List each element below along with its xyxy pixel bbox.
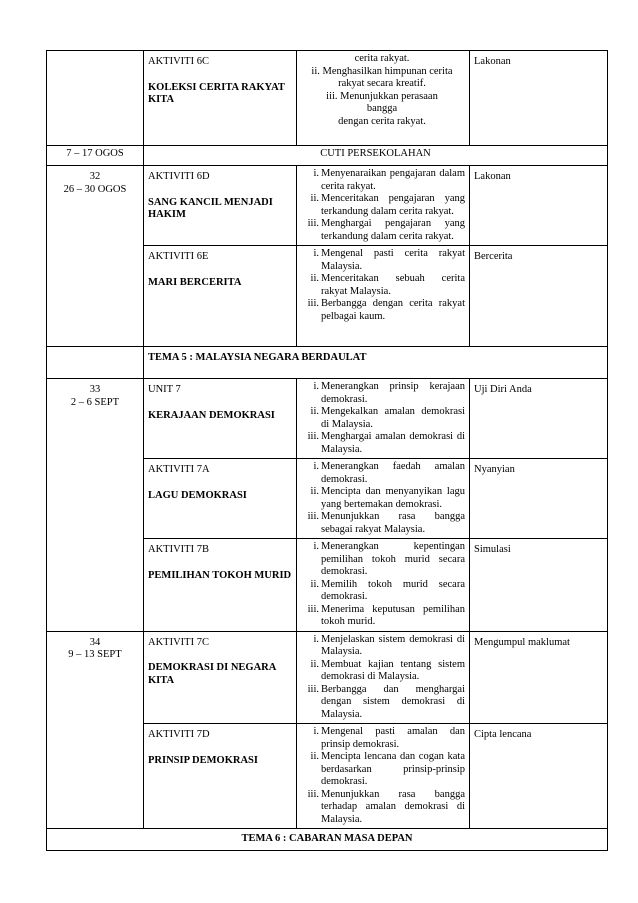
activity-cell: [144, 724, 297, 829]
objective-item: [299, 273, 465, 298]
week-number: 33: [89, 384, 101, 395]
week-number: 34: [89, 636, 101, 648]
objective-text: Menceritakan pengajaran yang terkandung dalam cerita rakyat.: [321, 193, 465, 217]
objectives-list: [299, 248, 465, 323]
objective-item: [299, 726, 465, 751]
objectives-list: [299, 726, 465, 826]
week-cell: [47, 347, 144, 379]
objective-item: [299, 634, 465, 659]
objective-number: i.: [313, 541, 319, 552]
method-cell: Nyanyian: [470, 459, 608, 539]
objective-number: iii.: [307, 603, 319, 615]
objective-text: Menceritakan sebuah cerita rakyat Malaysia.: [321, 273, 465, 297]
week-cell: [47, 631, 144, 829]
lesson-plan-table: [46, 50, 608, 851]
objective-item: [299, 461, 465, 486]
method-cell: Bercerita: [470, 246, 608, 347]
objective-text: Menunjukkan rasa bangga sebagai rakyat Malaysia.: [321, 511, 465, 535]
objective-line: dengan cerita rakyat.: [338, 115, 426, 127]
objective-text: Menyenaraikan pengajaran dalam cerita rakyat.: [321, 168, 465, 192]
objective-number: i.: [313, 381, 319, 392]
activity-cell: [144, 631, 297, 724]
objective-number: ii.: [310, 578, 319, 590]
objectives-cell: [297, 379, 470, 459]
objective-text: Mencipta dan menyanyikan lagu yang bertemakan demokrasi.: [321, 486, 465, 510]
objective-number: i.: [313, 248, 319, 259]
objective-item: [299, 751, 465, 789]
activity-cell: [144, 246, 297, 347]
activity-title: LAGU DEMOKRASI: [148, 489, 247, 501]
activity-title: DEMOKRASI DI NEGARA KITA: [148, 662, 276, 686]
activity-code: UNIT 7: [148, 384, 181, 395]
objective-item: [299, 684, 465, 722]
table-row: [47, 379, 608, 459]
objective-text: Menerangkan kepentingan pemilihan tokoh murid secara demokrasi.: [321, 541, 465, 577]
table-row: [47, 51, 608, 146]
objective-item: [299, 193, 465, 218]
objectives-cell: [297, 246, 470, 347]
objective-item: [299, 659, 465, 684]
objectives-list: [299, 461, 465, 536]
method-cell: Lakonan: [470, 51, 608, 146]
holiday-cell: CUTI PERSEKOLAHAN: [144, 146, 608, 166]
objective-text: Menghargai amalan demokrasi di Malaysia.: [321, 431, 465, 455]
objective-number: ii.: [310, 273, 319, 284]
activity-code: AKTIVITI 6C: [148, 56, 209, 67]
table-row: [47, 166, 608, 246]
objective-text: Mengenal pasti amalan dan prinsip demokrasi.: [321, 726, 465, 750]
table-row: [47, 829, 608, 851]
objective-number: ii.: [310, 193, 319, 204]
week-date: 2 – 6 SEPT: [70, 396, 120, 408]
objective-number: iii.: [307, 298, 319, 309]
objectives-list: [299, 168, 465, 243]
objective-item: [299, 604, 465, 629]
method-cell: Mengumpul maklumat: [470, 631, 608, 724]
objective-number: ii.: [310, 751, 319, 762]
objectives-list: [299, 634, 465, 722]
objectives-cell: [297, 51, 470, 146]
activity-code: AKTIVITI 7D: [148, 729, 210, 740]
objective-number: iii.: [307, 511, 319, 522]
objective-number: ii.: [310, 658, 319, 670]
activity-cell: [144, 166, 297, 246]
objective-text: Menerima keputusan pemilihan tokoh murid.: [321, 603, 465, 627]
objective-item: [299, 381, 465, 406]
activity-code: AKTIVITI 7B: [148, 544, 209, 555]
objective-line: iii. Menunjukkan perasaan: [326, 90, 438, 102]
objectives-list: [299, 541, 465, 629]
week-cell: [47, 379, 144, 632]
week-date: 26 – 30 OGOS: [63, 183, 127, 195]
objectives-cell: [297, 539, 470, 632]
objective-text: Menjelaskan sistem demokrasi di Malaysia.: [321, 633, 465, 657]
objective-text: Berbangga dengan cerita rakyat pelbagai kaum.: [321, 298, 465, 322]
objectives-cell: [297, 724, 470, 829]
activity-title: SANG KANCIL MENJADI HAKIM: [148, 196, 273, 220]
lesson-plan-page: [46, 50, 607, 851]
objective-item: [299, 248, 465, 273]
activity-code: AKTIVITI 6E: [148, 251, 209, 262]
week-cell: [47, 51, 144, 146]
objective-line: cerita rakyat.: [354, 53, 410, 64]
objective-item: [299, 218, 465, 243]
activity-code: AKTIVITI 6D: [148, 171, 210, 182]
objective-number: i.: [313, 726, 319, 737]
objective-item: [299, 298, 465, 323]
objective-item: [299, 168, 465, 193]
objective-number: i.: [313, 168, 319, 179]
objective-item: [299, 431, 465, 456]
objective-text: Menunjukkan rasa bangga terhadap amalan demokrasi di Malaysia.: [321, 788, 465, 825]
week-number: 32: [89, 171, 101, 182]
week-cell: 7 – 17 OGOS: [47, 146, 144, 166]
method-cell: Lakonan: [470, 166, 608, 246]
objective-item: [299, 789, 465, 827]
objective-text: Memilih tokoh murid secara demokrasi.: [321, 578, 465, 602]
objectives-cell: [297, 631, 470, 724]
activity-title: MARI BERCERITA: [148, 276, 242, 288]
objective-item: [299, 511, 465, 536]
theme-heading: TEMA 6 : CABARAN MASA DEPAN: [47, 829, 608, 851]
objective-number: i.: [313, 461, 319, 472]
objective-line: ii. Menghasilkan himpunan cerita: [311, 65, 453, 77]
objective-number: i.: [313, 633, 319, 645]
activity-cell: [144, 539, 297, 632]
table-row: [47, 146, 608, 166]
activity-title: PRINSIP DEMOKRASI: [148, 754, 258, 766]
objective-item: [299, 486, 465, 511]
objective-number: ii.: [310, 406, 319, 417]
activity-title: KOLEKSI CERITA RAKYAT KITA: [148, 81, 285, 105]
objectives-cell: [297, 166, 470, 246]
objective-number: iii.: [307, 788, 319, 800]
objective-number: iii.: [307, 431, 319, 442]
activity-cell: [144, 459, 297, 539]
objective-item: [299, 579, 465, 604]
week-cell: [47, 166, 144, 347]
activity-code: AKTIVITI 7C: [148, 636, 209, 648]
objective-text: Menerangkan prinsip kerajaan demokrasi.: [321, 381, 465, 405]
objective-number: ii.: [310, 486, 319, 497]
objective-line: bangga: [366, 103, 398, 114]
objective-line: rakyat secara kreatif.: [338, 78, 426, 89]
objective-number: iii.: [307, 218, 319, 229]
activity-cell: [144, 51, 297, 146]
activity-code: AKTIVITI 7A: [148, 464, 210, 475]
objectives-cell: [297, 459, 470, 539]
objective-text: Berbangga dan menghargai dengan sistem demokrasi di Malaysia.: [321, 683, 465, 720]
objective-text: Mengenal pasti cerita rakyat Malaysia.: [321, 248, 465, 272]
activity-title: PEMILIHAN TOKOH MURID: [148, 569, 292, 581]
table-row: [47, 631, 608, 724]
activity-cell: [144, 379, 297, 459]
objective-text: Menghargai pengajaran yang terkandung dalam cerita rakyat.: [321, 218, 465, 242]
objective-text: Mengekalkan amalan demokrasi di Malaysia.: [321, 406, 465, 430]
objective-text: Mencipta lencana dan cogan kata berdasarkan prinsip-prinsip demokrasi.: [321, 751, 465, 787]
objective-item: [299, 406, 465, 431]
objectives-list: [299, 381, 465, 456]
method-cell: Uji Diri Anda: [470, 379, 608, 459]
objective-item: [299, 541, 465, 579]
week-date: 9 – 13 SEPT: [68, 649, 122, 660]
objective-text: Menerangkan faedah amalan demokrasi.: [321, 461, 465, 485]
activity-title: KERAJAAN DEMOKRASI: [148, 409, 275, 421]
method-cell: Simulasi: [470, 539, 608, 632]
method-cell: Cipta lencana: [470, 724, 608, 829]
objective-number: iii.: [307, 683, 319, 695]
theme-heading: TEMA 5 : MALAYSIA NEGARA BERDAULAT: [144, 347, 608, 379]
table-row: [47, 347, 608, 379]
objective-text: Membuat kajian tentang sistem demokrasi di Malaysia.: [321, 658, 465, 682]
